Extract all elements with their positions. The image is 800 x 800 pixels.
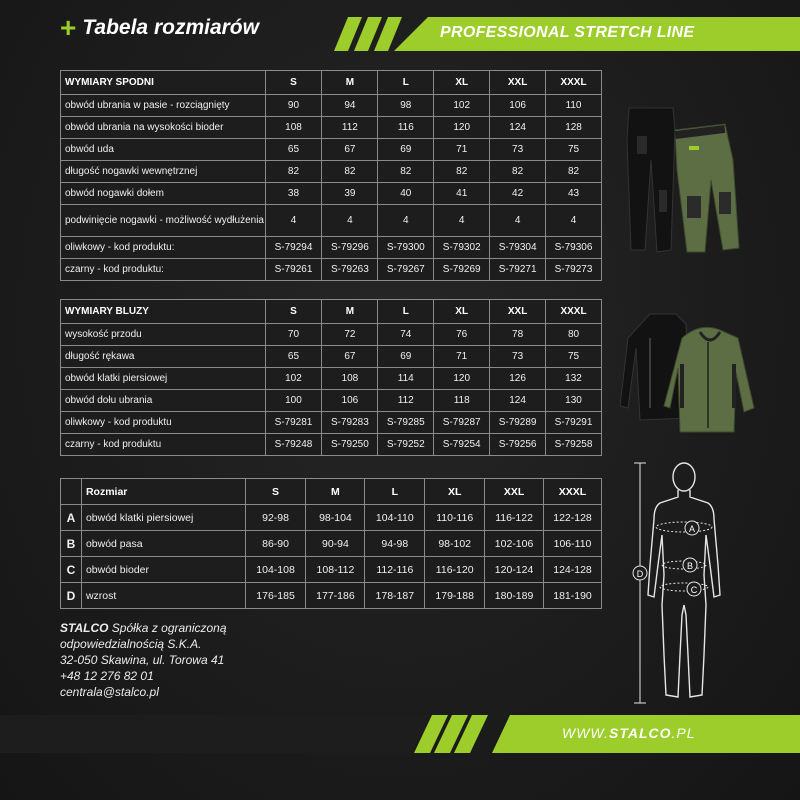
table-row (61, 412, 602, 434)
row-label: obwód klatki piersiowej (81, 505, 245, 531)
table-cell: 71 (434, 346, 490, 368)
page-title: Tabela rozmiarów (82, 16, 259, 39)
measure-letter: A (61, 505, 82, 531)
table-cell: 73 (490, 346, 546, 368)
header-cell: XL (425, 479, 485, 505)
table-cell: S-79263 (322, 259, 378, 281)
header-cell: M (322, 71, 378, 95)
table-cell: S-79248 (265, 434, 322, 456)
measure-letter: D (61, 583, 82, 609)
company-email[interactable]: centrala@stalco.pl (60, 685, 159, 699)
table-cell: 116 (378, 117, 434, 139)
table-row (61, 183, 602, 205)
sweatshirt-image (620, 308, 760, 438)
header-cell: WYMIARY SPODNI (61, 71, 266, 95)
header-cell: L (378, 300, 434, 324)
table-row (61, 368, 602, 390)
table-cell: 42 (490, 183, 546, 205)
table-cell: 179-188 (425, 583, 485, 609)
row-label: oliwkowy - kod produktu (61, 412, 266, 434)
table-cell: 106-110 (544, 531, 602, 557)
measure-letter: B (61, 531, 82, 557)
table-cell: 104-110 (365, 505, 425, 531)
table-cell: 70 (265, 324, 322, 346)
table-cell: 120 (434, 117, 490, 139)
table-cell: 104-108 (245, 557, 306, 583)
table-cell: 39 (322, 183, 378, 205)
table-cell: 72 (322, 324, 378, 346)
table-cell: 73 (490, 139, 546, 161)
marker-a-label: A (688, 524, 696, 534)
table-cell: S-79252 (378, 434, 434, 456)
header-cell: S (265, 300, 322, 324)
table-cell: 124 (490, 117, 546, 139)
row-label: obwód uda (61, 139, 266, 161)
table-cell: 118 (434, 390, 490, 412)
table-row (61, 557, 602, 583)
company-name-line2: odpowiedzialnością S.K.A. (60, 637, 202, 651)
black-pants (627, 108, 675, 252)
table-cell: 74 (378, 324, 434, 346)
table-cell: 4 (434, 205, 490, 237)
table-cell: 82 (265, 161, 322, 183)
table-cell: 82 (434, 161, 490, 183)
table-row (61, 324, 602, 346)
table-cell: 82 (490, 161, 546, 183)
table-cell: 75 (546, 346, 602, 368)
table-row (61, 583, 602, 609)
table-header-row (61, 479, 602, 505)
table-cell: S-79304 (490, 237, 546, 259)
table-cell: S-79300 (378, 237, 434, 259)
table-cell: 176-185 (245, 583, 306, 609)
header-cell: XXL (490, 71, 546, 95)
table-cell: 98-102 (425, 531, 485, 557)
table-cell: S-79306 (546, 237, 602, 259)
table-cell: S-79296 (322, 237, 378, 259)
header-cell: M (306, 479, 365, 505)
table-cell: 94-98 (365, 531, 425, 557)
table-cell: S-79283 (322, 412, 378, 434)
table-cell: 106 (490, 95, 546, 117)
table-cell: 82 (322, 161, 378, 183)
table-cell: S-79291 (546, 412, 602, 434)
table-cell: 120 (434, 368, 490, 390)
table-cell: 110-116 (425, 505, 485, 531)
table-cell: 40 (378, 183, 434, 205)
table-cell: 86-90 (245, 531, 306, 557)
table-cell: 130 (546, 390, 602, 412)
chest-line (656, 522, 712, 532)
company-address: 32-050 Skawina, ul. Torowa 41 (60, 653, 225, 667)
table-cell: 76 (434, 324, 490, 346)
table-cell: 38 (265, 183, 322, 205)
row-label: długość nogawki wewnętrznej (61, 161, 266, 183)
header-cell: XXL (485, 479, 544, 505)
table-header-row (61, 300, 602, 324)
table-cell: 98-104 (306, 505, 365, 531)
row-label: długość rękawa (61, 346, 266, 368)
table-cell: 41 (434, 183, 490, 205)
company-name-rest: Spółka z ograniczoną (108, 621, 227, 635)
table-cell: 4 (378, 205, 434, 237)
row-label: obwód pasa (81, 531, 245, 557)
table-cell: 124-128 (544, 557, 602, 583)
header-cell: WYMIARY BLUZY (61, 300, 266, 324)
header-cell: S (245, 479, 306, 505)
header-cell: XXXL (546, 300, 602, 324)
table-cell: 67 (322, 139, 378, 161)
marker-c-label: C (690, 585, 698, 595)
table-cell: 92-98 (245, 505, 306, 531)
marker-a (685, 521, 699, 535)
table-cell: S-79254 (434, 434, 490, 456)
company-info (60, 620, 227, 700)
table-cell: S-79281 (265, 412, 322, 434)
header-cell: XL (434, 71, 490, 95)
table-cell: 112 (322, 117, 378, 139)
olive-pants (675, 124, 739, 252)
marker-c (687, 582, 701, 596)
table-row (61, 205, 602, 237)
table-cell: 120-124 (485, 557, 544, 583)
table-cell: 108 (322, 368, 378, 390)
table-cell: 108-112 (306, 557, 365, 583)
row-label: obwód ubrania w pasie - rozciągnięty (61, 95, 266, 117)
table-cell: 112-116 (365, 557, 425, 583)
table-cell: 122-128 (544, 505, 602, 531)
table-cell: 43 (546, 183, 602, 205)
table-cell: 181-190 (544, 583, 602, 609)
table-cell: 69 (378, 346, 434, 368)
table-cell: S-79267 (378, 259, 434, 281)
table-row (61, 505, 602, 531)
table-row (61, 95, 602, 117)
table-cell: 80 (546, 324, 602, 346)
human-silhouette-icon (648, 463, 720, 697)
table-cell: 4 (265, 205, 322, 237)
table-cell: 102-106 (485, 531, 544, 557)
table-cell: 90-94 (306, 531, 365, 557)
website-brand: STALCO (609, 725, 672, 741)
table-cell: 112 (378, 390, 434, 412)
row-label: obwód bioder (81, 557, 245, 583)
row-label: podwinięcie nogawki - możliwość wydłużenia (61, 205, 266, 237)
table-row (61, 346, 602, 368)
table-cell: 178-187 (365, 583, 425, 609)
table-cell: 126 (490, 368, 546, 390)
row-label: obwód nogawki dołem (61, 183, 266, 205)
table-cell: 67 (322, 346, 378, 368)
table-cell: 114 (378, 368, 434, 390)
product-line-title: PROFESSIONAL STRETCH LINE (440, 24, 695, 41)
table-cell: 75 (546, 139, 602, 161)
header-cell: L (365, 479, 425, 505)
table-row (61, 117, 602, 139)
header-cell: L (378, 71, 434, 95)
row-label: obwód klatki piersiowej (61, 368, 266, 390)
pants-size-table (60, 70, 602, 281)
company-phone: +48 12 276 82 01 (60, 669, 154, 683)
table-cell: 4 (546, 205, 602, 237)
website-prefix: WWW. (562, 725, 610, 741)
row-label: wysokość przodu (61, 324, 266, 346)
company-brand: STALCO (60, 621, 109, 635)
sweatshirt-size-table (60, 299, 602, 456)
table-cell: 106 (322, 390, 378, 412)
row-label: czarny - kod produktu (61, 434, 266, 456)
table-cell: 102 (265, 368, 322, 390)
table-cell: 116-122 (485, 505, 544, 531)
company-name-line (60, 620, 227, 636)
table-row (61, 161, 602, 183)
table-cell: 116-120 (425, 557, 485, 583)
table-cell: 180-189 (485, 583, 544, 609)
table-cell: S-79294 (265, 237, 322, 259)
header-cell: M (322, 300, 378, 324)
table-cell: S-79273 (546, 259, 602, 281)
header-cell: XXXL (546, 71, 602, 95)
table-cell: 124 (490, 390, 546, 412)
body-measurement-table (60, 478, 602, 609)
table-row (61, 237, 602, 259)
table-cell: 78 (490, 324, 546, 346)
website-link[interactable] (562, 725, 696, 741)
table-cell: 94 (322, 95, 378, 117)
table-header-row (61, 71, 602, 95)
table-cell: 82 (546, 161, 602, 183)
header-cell: XL (434, 300, 490, 324)
table-cell: 177-186 (306, 583, 365, 609)
table-row (61, 390, 602, 412)
table-cell: 82 (378, 161, 434, 183)
table-cell: 71 (434, 139, 490, 161)
table-cell: S-79287 (434, 412, 490, 434)
table-cell: S-79285 (378, 412, 434, 434)
row-label: obwód dołu ubrania (61, 390, 266, 412)
table-row (61, 434, 602, 456)
table-cell: 4 (322, 205, 378, 237)
table-cell: S-79271 (490, 259, 546, 281)
header-cell: S (265, 71, 322, 95)
table-cell: S-79258 (546, 434, 602, 456)
table-cell: S-79269 (434, 259, 490, 281)
table-cell: S-79302 (434, 237, 490, 259)
website-suffix: .PL (671, 725, 696, 741)
header-cell: Rozmiar (81, 479, 245, 505)
marker-d-label: D (636, 569, 644, 579)
table-cell: S-79256 (490, 434, 546, 456)
marker-b (683, 558, 697, 572)
table-cell: 128 (546, 117, 602, 139)
table-cell: S-79250 (322, 434, 378, 456)
table-cell: 110 (546, 95, 602, 117)
table-row (61, 139, 602, 161)
row-label: czarny - kod produktu: (61, 259, 266, 281)
marker-d (633, 566, 647, 580)
table-cell: 65 (265, 346, 322, 368)
table-cell: 69 (378, 139, 434, 161)
table-cell: 98 (378, 95, 434, 117)
table-cell: 100 (265, 390, 322, 412)
header-cell (61, 479, 82, 505)
table-cell: 108 (265, 117, 322, 139)
table-cell: 102 (434, 95, 490, 117)
row-label: oliwkowy - kod produktu: (61, 237, 266, 259)
row-label: wzrost (81, 583, 245, 609)
body-figure-diagram (620, 455, 740, 710)
header-cell: XXL (490, 300, 546, 324)
row-label: obwód ubrania na wysokości bioder (61, 117, 266, 139)
table-cell: 132 (546, 368, 602, 390)
marker-b-label: B (686, 561, 694, 571)
table-row (61, 531, 602, 557)
table-cell: S-79261 (265, 259, 322, 281)
table-cell: 65 (265, 139, 322, 161)
table-row (61, 259, 602, 281)
table-cell: 4 (490, 205, 546, 237)
plus-icon: + (60, 12, 77, 43)
pants-image (615, 100, 755, 260)
measure-letter: C (61, 557, 82, 583)
header-cell: XXXL (544, 479, 602, 505)
table-cell: 90 (265, 95, 322, 117)
table-cell: S-79289 (490, 412, 546, 434)
